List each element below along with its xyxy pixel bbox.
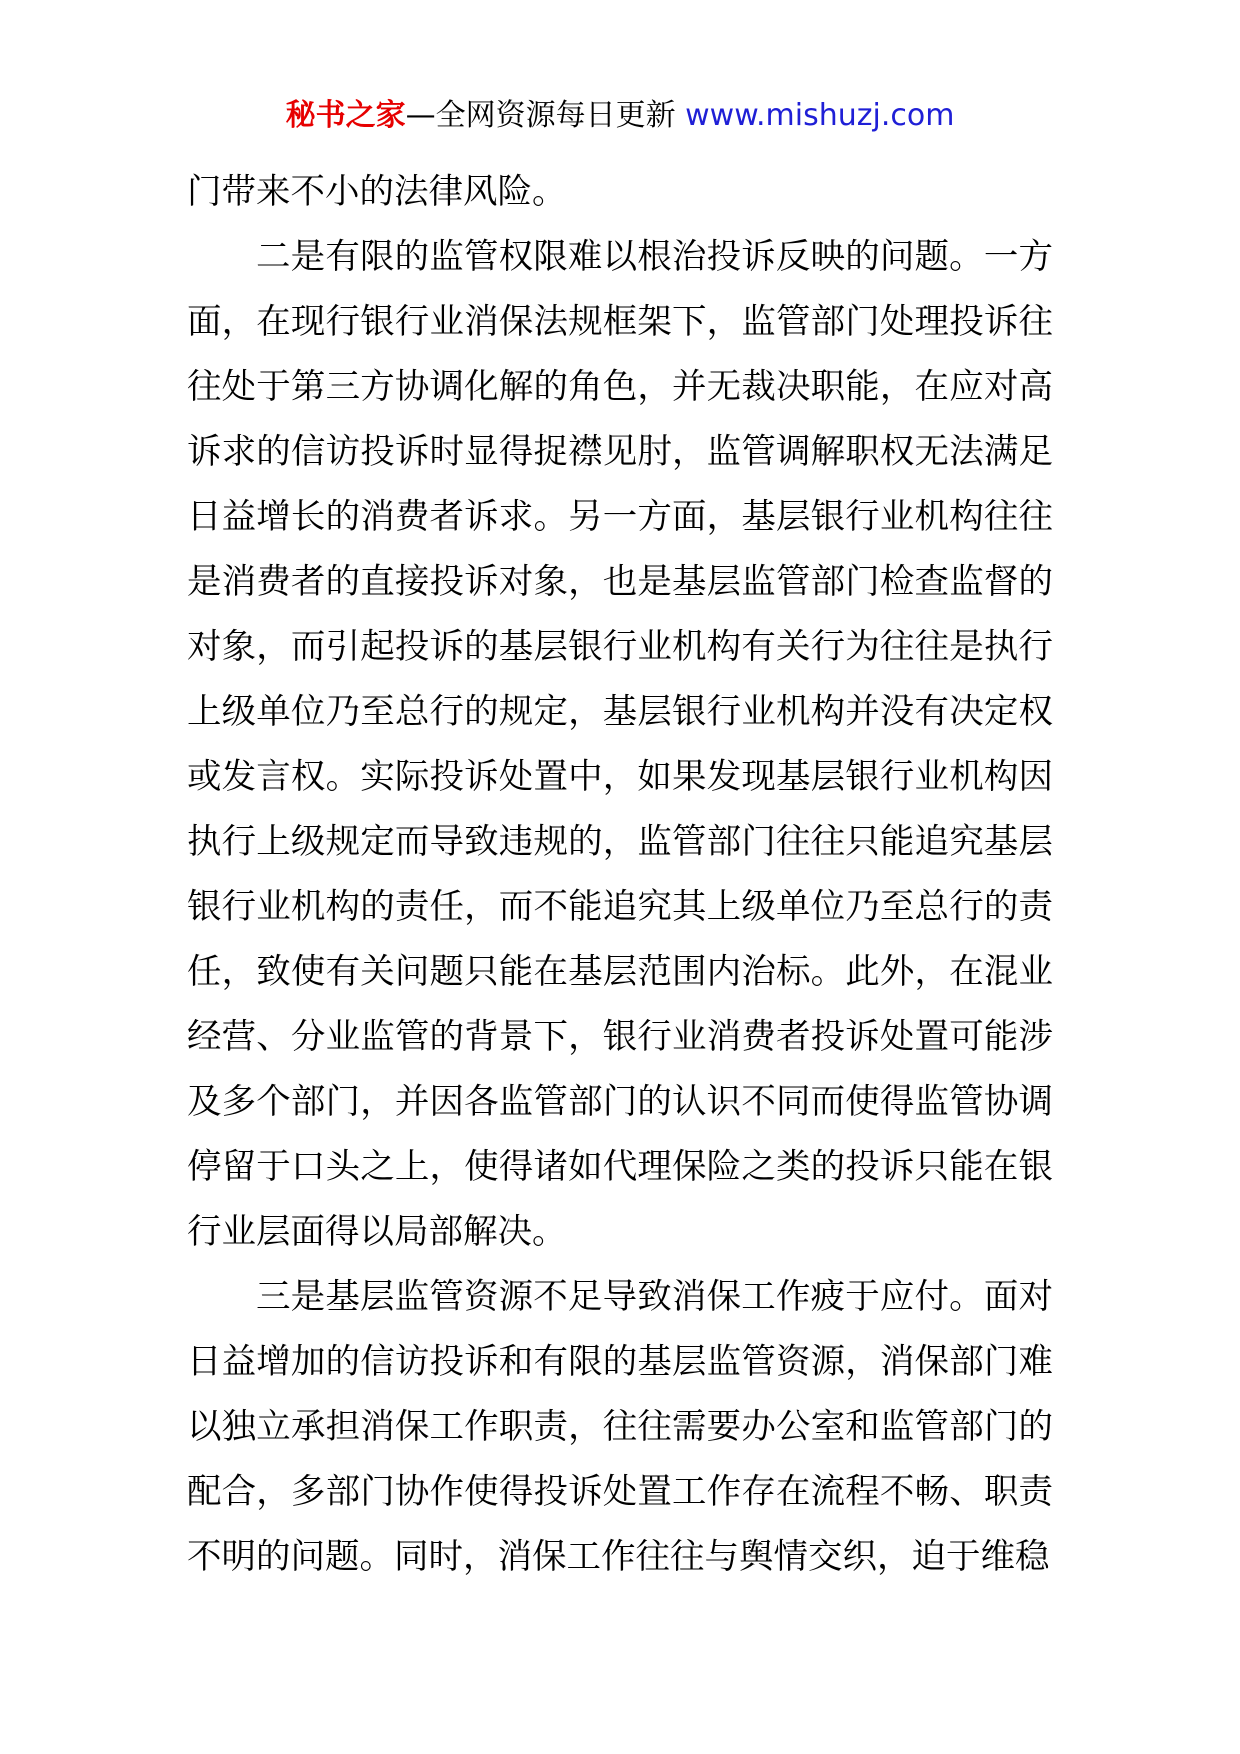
paragraph-point-three: 三是基层监管资源不足导致消保工作疲于应付。面对日益增加的信访投诉和有限的基层监管资源，消保部门难以独立承担消保工作职责，往往需要办公室和监管部门的配合，多部门协作使得投诉处置工作存在流程不畅、职责不明的问题。同时，消保工作往往与舆情交织，迫于维稳 xyxy=(187,1277,1053,1577)
header-tagline: —全网资源每日更新 xyxy=(405,98,676,133)
paragraph-point-two: 二是有限的监管权限难以根治投诉反映的问题。一方面，在现行银行业消保法规框架下，监管部门处理投诉往往处于第三方协调化解的角色，并无裁决职能，在应对高诉求的信访投诉时显得捉襟见肘，监管调解职权无法满足日益增长的消费者诉求。另一方面，基层银行业机构往往是消费者的直接投诉对象，也是基层监管部门检查监督的对象，而引起投诉的基层银行业机构有关行为往往是执行上级单位乃至总行的规定，基层银行业机构并没有决定权或发言权。实际投诉处置中，如果发现基层银行业机构因执行上级规定而导致违规的，监管部门往往只能追究基层银行业机构的责任，而不能追究其上级单位乃至总行的责任，致使有关问题只能在基层范围内治标。此外，在混业经营、分业监管的背景下，银行业消费者投诉处置可能涉及多个部门，并因各监管部门的认识不同而使得监管协调停留于口头之上，使得诸如代理保险之类的投诉只能在银行业层面得以局部解决。 xyxy=(187,237,1053,1252)
site-header xyxy=(0,96,1240,136)
document-body xyxy=(187,160,1053,1590)
site-url[interactable]: www.mishuzj.com xyxy=(685,98,955,133)
brand-name: 秘书之家 xyxy=(285,98,406,133)
paragraph-continuation: 门带来不小的法律风险。 xyxy=(187,172,567,212)
